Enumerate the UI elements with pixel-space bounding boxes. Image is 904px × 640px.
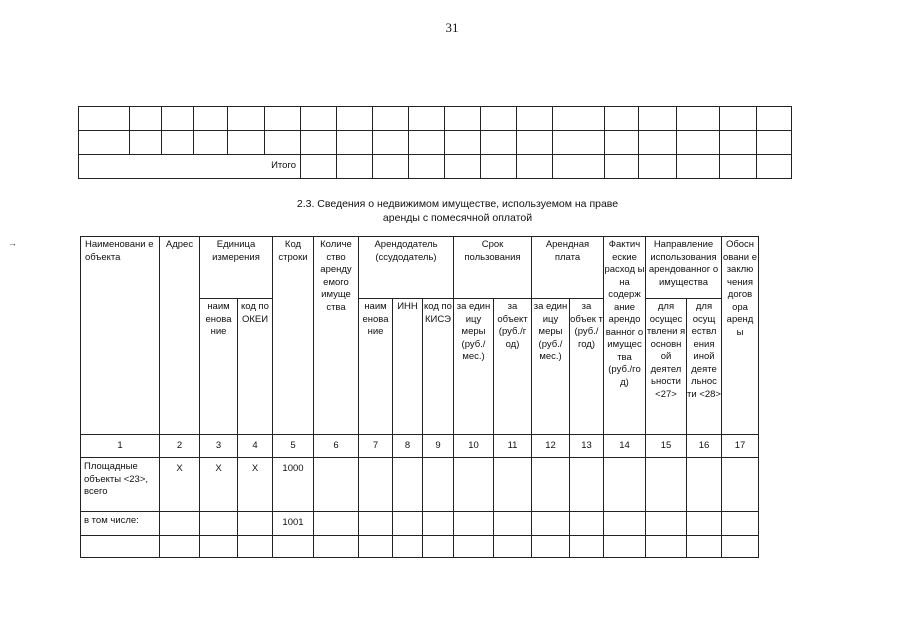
section-title [230,197,685,225]
unit-code-cell: X [238,458,273,512]
total-label: Итого [79,155,301,179]
header-row [81,237,759,299]
previous-table [78,106,792,179]
column-number: 17 [722,435,759,458]
column-number: 11 [494,435,532,458]
header-lessor-inn: ИНН [393,299,423,435]
table-row [81,512,759,536]
header-rent-per-object: за объек т (руб./ год) [570,299,604,435]
header-quantity: Количе ство аренду емого имуще ства [314,237,359,435]
header-lessor: Арендодатель (ссудодатель) [359,237,454,299]
row-code-cell: 1000 [273,458,314,512]
header-address: Адрес [160,237,200,435]
header-term: Срок пользования [454,237,532,299]
page-number: 31 [445,20,459,35]
unit-name-cell: X [200,458,238,512]
header-direction-other: для осущ ествл ения иной деяте льнос ти <28> [687,299,722,435]
column-number: 16 [687,435,722,458]
column-number: 7 [359,435,393,458]
table-row [81,458,759,512]
header-unit-name: наим енова ние [200,299,238,435]
leased-property-table [80,236,759,558]
header-object-name: Наименовани е объекта [81,237,160,435]
column-number: 5 [273,435,314,458]
row-label: в том числе: [81,512,160,536]
column-number: 12 [532,435,570,458]
section-title-line-1: 2.3. Сведения о недвижимом имуществе, используемом на праве [296,198,619,210]
column-number: 8 [393,435,423,458]
header-unit-code: код по ОКЕИ [238,299,273,435]
table-row [79,107,792,131]
header-direction-main: для осущес твлени я основн ой деятел ьности <27> [646,299,687,435]
header-rent-per-unit: за един ицу меры (руб./ мес.) [532,299,570,435]
column-number: 4 [238,435,273,458]
header-lessor-code: код по КИСЭ [423,299,454,435]
header-term-per-object: за объект (руб./г од) [494,299,532,435]
header-direction: Направление использования арендованног о имущества [646,237,722,299]
column-number: 1 [81,435,160,458]
header-lessor-name: наим енова ние [359,299,393,435]
address-cell: X [160,458,200,512]
header-row-code: Код строки [273,237,314,435]
column-number-row [81,435,759,458]
column-number: 3 [200,435,238,458]
column-number: 9 [423,435,454,458]
row-label: Площадные объекты <23>, всего [81,458,160,512]
column-number: 14 [604,435,646,458]
margin-mark: → [8,238,17,248]
header-rent: Арендная плата [532,237,604,299]
table-row [79,131,792,155]
table-row [81,536,759,558]
header-unit: Единица измерения [200,237,273,299]
row-code-cell: 1001 [273,512,314,536]
header-justification: Обосн овани е заклю чения догов ора аренд ы [722,237,759,435]
section-title-line-2: аренды с помесячной оплатой [382,212,533,224]
column-number: 13 [570,435,604,458]
column-number: 6 [314,435,359,458]
header-actual-expenses: Фактич еские расход ы на содерж ание арендо ванног о имущес тва (руб./го д) [604,237,646,435]
column-number: 2 [160,435,200,458]
total-row [79,155,792,179]
column-number: 10 [454,435,494,458]
column-number: 15 [646,435,687,458]
header-term-per-unit: за един ицу меры (руб./ мес.) [454,299,494,435]
